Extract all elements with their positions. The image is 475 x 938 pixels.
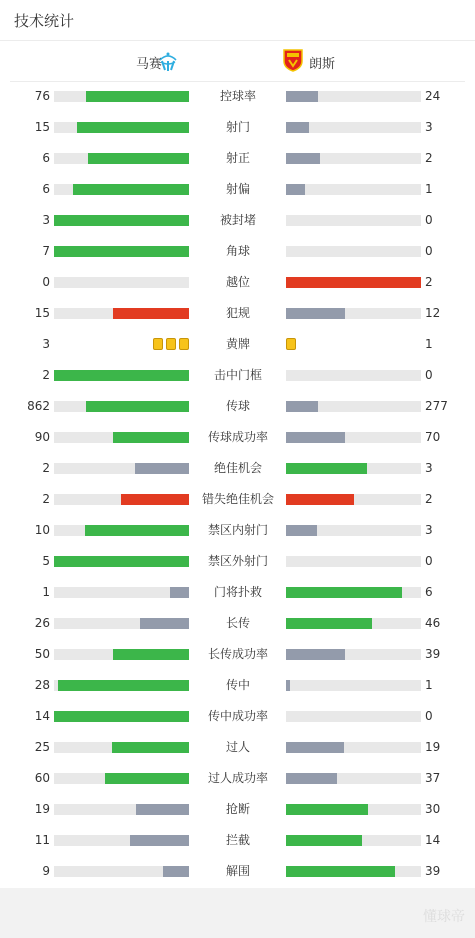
stat-label: 长传成功率 [207, 647, 268, 661]
away-value: 39 [425, 647, 441, 661]
away-bar-fill [286, 463, 367, 474]
away-bar-track [286, 525, 421, 536]
home-value: 6 [42, 151, 50, 165]
away-bar-track [286, 153, 421, 164]
away-bar-fill [286, 277, 421, 288]
away-value: 0 [425, 709, 433, 723]
stat-row [0, 763, 475, 794]
away-value: 0 [425, 554, 433, 568]
home-bar-track [54, 742, 189, 753]
stat-row [0, 856, 475, 887]
watermark: 懂球帝 [423, 909, 465, 925]
away-value: 1 [425, 182, 433, 196]
away-bar-fill [286, 432, 345, 443]
stat-row [0, 298, 475, 329]
home-value: 862 [27, 399, 50, 413]
away-bar-track [286, 711, 421, 722]
home-bar-fill [121, 494, 189, 505]
away-value: 30 [425, 802, 441, 816]
stat-label: 传中 [225, 678, 250, 692]
away-bar-track [286, 122, 421, 133]
home-bar-track [54, 246, 189, 257]
away-value: 277 [425, 399, 448, 413]
away-bar-track [286, 91, 421, 102]
home-bar-fill [54, 246, 189, 257]
away-value: 46 [425, 616, 441, 630]
home-value: 15 [34, 306, 50, 320]
home-value: 26 [34, 616, 50, 630]
home-bar-track [54, 432, 189, 443]
stat-row [0, 391, 475, 422]
stat-row [0, 825, 475, 856]
stat-row [0, 329, 475, 360]
stat-label: 禁区外射门 [207, 554, 268, 568]
home-bar-fill [86, 91, 189, 102]
stat-row [0, 360, 475, 391]
home-bar-track [54, 680, 189, 691]
home-value: 25 [34, 740, 50, 754]
away-value: 14 [425, 833, 441, 847]
page-title: 技术统计 [14, 12, 75, 30]
home-value: 28 [34, 678, 50, 692]
stat-label: 长传 [225, 616, 250, 630]
stat-label: 射偏 [225, 182, 250, 196]
home-bar-track [54, 618, 189, 629]
team-header [10, 41, 465, 82]
home-bar-fill [58, 680, 189, 691]
away-bar-fill [286, 804, 368, 815]
away-bar-track [286, 556, 421, 567]
stat-label: 击中门框 [213, 368, 262, 382]
home-bar-track [54, 463, 189, 474]
stat-label: 角球 [225, 244, 250, 258]
away-bar-fill [286, 587, 402, 598]
away-bar-track [286, 680, 421, 691]
stat-label: 抢断 [225, 802, 250, 816]
home-value: 2 [42, 461, 50, 475]
stat-row [0, 515, 475, 546]
away-value: 3 [425, 523, 433, 537]
away-bar-fill [286, 91, 318, 102]
away-value: 0 [425, 213, 433, 227]
home-value: 9 [42, 864, 50, 878]
home-bar-fill [77, 122, 189, 133]
stat-row [0, 546, 475, 577]
stat-row [0, 422, 475, 453]
stat-label: 过人 [225, 740, 250, 754]
home-value: 0 [42, 275, 50, 289]
home-value: 6 [42, 182, 50, 196]
stat-label: 过人成功率 [207, 771, 268, 785]
away-bar-fill [286, 308, 345, 319]
home-bar-track [54, 556, 189, 567]
away-bar-fill [286, 122, 309, 133]
away-bar-track [286, 649, 421, 660]
away-bar-fill [286, 649, 345, 660]
stat-label: 解围 [225, 864, 250, 878]
home-value: 19 [34, 802, 50, 816]
away-bar-track [286, 308, 421, 319]
home-bar-fill [170, 587, 189, 598]
away-bar-track [286, 618, 421, 629]
away-team-name: 朗斯 [309, 57, 336, 72]
stat-row [0, 453, 475, 484]
home-bar-track [54, 91, 189, 102]
home-bar-fill [54, 556, 189, 567]
away-value: 6 [425, 585, 433, 599]
stat-row [0, 484, 475, 515]
stat-row [0, 701, 475, 732]
away-value: 3 [425, 120, 433, 134]
away-bar-track [286, 463, 421, 474]
home-value: 76 [34, 89, 50, 103]
home-bar-track [54, 587, 189, 598]
home-value: 5 [42, 554, 50, 568]
home-bar-fill [135, 463, 189, 474]
away-value: 0 [425, 244, 433, 258]
away-bar-track [286, 494, 421, 505]
stat-row [0, 205, 475, 236]
stat-label: 控球率 [219, 89, 256, 103]
home-bar-track [54, 866, 189, 877]
away-bar-fill [286, 680, 290, 691]
home-value: 11 [34, 833, 50, 847]
away-bar-fill [286, 401, 318, 412]
yellow-card-icon [153, 338, 163, 350]
stat-label: 传球 [225, 399, 250, 413]
away-yellow-cards [286, 338, 299, 351]
away-bar-fill [286, 525, 317, 536]
stat-row [0, 670, 475, 701]
away-bar-track [286, 184, 421, 195]
home-value: 1 [42, 585, 50, 599]
home-bar-track [54, 215, 189, 226]
home-value: 60 [34, 771, 50, 785]
home-bar-track [54, 122, 189, 133]
home-bar-track [54, 308, 189, 319]
stat-label: 黄牌 [225, 337, 250, 351]
away-bar-track [286, 742, 421, 753]
home-bar-fill [140, 618, 189, 629]
home-value: 2 [42, 368, 50, 382]
home-bar-track [54, 773, 189, 784]
home-value: 15 [34, 120, 50, 134]
stat-label: 射正 [225, 151, 250, 165]
away-value: 2 [425, 151, 433, 165]
away-bar-track [286, 370, 421, 381]
home-bar-fill [136, 804, 189, 815]
stat-label: 射门 [225, 120, 250, 134]
away-bar-track [286, 835, 421, 846]
away-bar-fill [286, 494, 354, 505]
away-bar-fill [286, 866, 395, 877]
away-value: 2 [425, 275, 433, 289]
stat-row [0, 267, 475, 298]
away-bar-track [286, 587, 421, 598]
home-bar-fill [54, 711, 189, 722]
away-value: 12 [425, 306, 441, 320]
away-value: 19 [425, 740, 441, 754]
home-bar-fill [86, 401, 189, 412]
home-value: 7 [42, 244, 50, 258]
home-bar-fill [163, 866, 189, 877]
home-bar-track [54, 184, 189, 195]
away-bar-track [286, 773, 421, 784]
stat-label: 绝佳机会 [213, 461, 262, 475]
away-bar-track [286, 432, 421, 443]
home-bar-fill [54, 370, 189, 381]
home-bar-fill [130, 835, 189, 846]
stat-label: 传球成功率 [207, 430, 268, 444]
stat-row [0, 639, 475, 670]
away-value: 3 [425, 461, 433, 475]
yellow-card-icon [179, 338, 189, 350]
stat-row [0, 112, 475, 143]
marseille-crest-icon [157, 49, 179, 73]
home-value: 90 [34, 430, 50, 444]
away-value: 39 [425, 864, 441, 878]
away-bar-fill [286, 184, 305, 195]
home-bar-fill [112, 742, 189, 753]
home-yellow-cards [150, 338, 189, 351]
away-bar-track [286, 246, 421, 257]
home-bar-fill [54, 215, 189, 226]
stat-row [0, 577, 475, 608]
home-value: 50 [34, 647, 50, 661]
home-value: 3 [42, 213, 50, 227]
away-value: 37 [425, 771, 441, 785]
away-value: 0 [425, 368, 433, 382]
home-bar-track [54, 649, 189, 660]
stat-row [0, 608, 475, 639]
home-bar-track [54, 711, 189, 722]
home-value: 3 [42, 337, 50, 351]
stat-row [0, 174, 475, 205]
home-value: 14 [34, 709, 50, 723]
stat-label: 犯规 [225, 306, 250, 320]
stat-label: 拦截 [225, 833, 250, 847]
stat-row [0, 81, 475, 112]
away-bar-fill [286, 742, 344, 753]
away-bar-fill [286, 618, 372, 629]
yellow-card-icon [166, 338, 176, 350]
away-bar-fill [286, 153, 320, 164]
home-value: 2 [42, 492, 50, 506]
yellow-card-icon [286, 338, 296, 350]
stat-label: 门将扑救 [213, 585, 262, 599]
home-bar-fill [113, 649, 189, 660]
away-value: 1 [425, 337, 433, 351]
stat-label: 错失绝佳机会 [201, 492, 274, 506]
home-bar-fill [113, 308, 189, 319]
home-bar-track [54, 401, 189, 412]
home-value: 10 [34, 523, 50, 537]
away-value: 70 [425, 430, 441, 444]
stat-row [0, 143, 475, 174]
home-bar-track [54, 835, 189, 846]
away-bar-fill [286, 773, 337, 784]
away-bar-fill [286, 835, 362, 846]
home-bar-fill [105, 773, 189, 784]
home-bar-track [54, 494, 189, 505]
home-bar-track [54, 525, 189, 536]
home-bar-track [54, 153, 189, 164]
stat-row [0, 732, 475, 763]
away-bar-track [286, 866, 421, 877]
home-bar-track [54, 370, 189, 381]
stat-label: 越位 [225, 275, 250, 289]
home-bar-fill [88, 153, 189, 164]
stat-label: 禁区内射门 [207, 523, 268, 537]
away-value: 24 [425, 89, 441, 103]
away-bar-track [286, 804, 421, 815]
stat-row [0, 794, 475, 825]
stat-label: 被封堵 [219, 213, 256, 227]
page-header [0, 0, 475, 41]
home-bar-track [54, 804, 189, 815]
stat-row [0, 236, 475, 267]
lens-crest-icon [282, 48, 304, 72]
away-value: 2 [425, 492, 433, 506]
home-bar-fill [73, 184, 189, 195]
home-bar-fill [113, 432, 189, 443]
stat-label: 传中成功率 [207, 709, 268, 723]
away-value: 1 [425, 678, 433, 692]
home-team-name: 马赛 [135, 57, 162, 72]
home-bar-fill [85, 525, 189, 536]
away-bar-track [286, 401, 421, 412]
home-bar-track [54, 277, 189, 288]
away-bar-track [286, 277, 421, 288]
away-bar-track [286, 215, 421, 226]
